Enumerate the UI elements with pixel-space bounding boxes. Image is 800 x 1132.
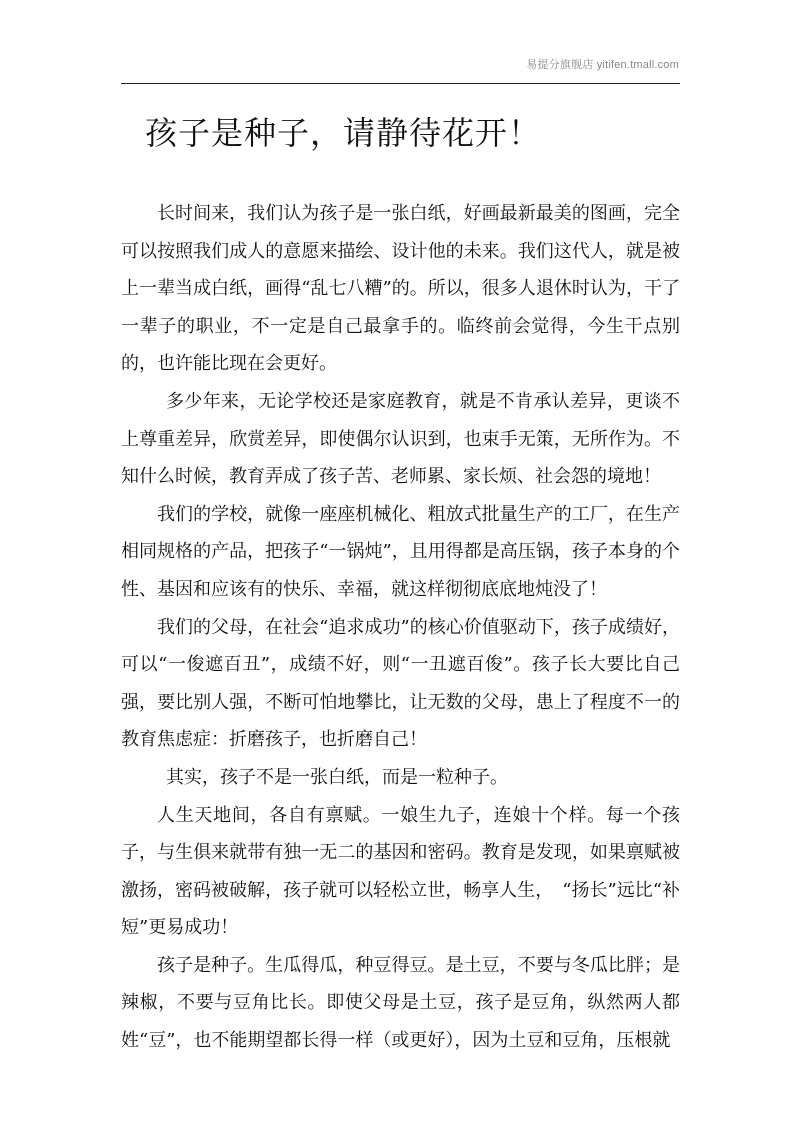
paragraph: 其实，孩子不是一张白纸，而是一粒种子。 — [166, 766, 508, 788]
article-body — [121, 195, 680, 1060]
paragraph: 我们的学校，就像一座座机械化、粗放式批量生产的工厂，在生产相同规格的产品，把孩子“一锅炖”，且用得都是高压锅，孩子本身的个性、基因和应该有的快乐、幸福，就这样彻彻底底地炖没了！ — [121, 503, 680, 600]
paragraph: 人生天地间，各自有禀赋。一娘生九子，连娘十个样。每一个孩子，与生俱来就带有独一无二的基因和密码。教育是发现，如果禀赋被激扬，密码被破解，孩子就可以轻松立世，畅享人生， “扬长”远比“补短”更易成功！ — [121, 804, 680, 939]
header-store-note: 易提分旗舰店 yitifen.tmall.com — [526, 59, 679, 71]
header-divider — [121, 83, 680, 84]
paragraph: 我们的父母，在社会“追求成功”的核心价值驱动下，孩子成绩好，可以“一俊遮百丑”，成绩不好，则“一丑遮百俊”。孩子长大要比自己强，要比别人强，不断可怕地攀比，让无数的父母，患上了程度不一的教育焦虑症：折磨孩子，也折磨自己！ — [121, 616, 680, 751]
article-title: 孩子是种子，请静待花开！ — [145, 114, 542, 152]
paragraph: 多少年来，无论学校还是家庭教育，就是不肯承认差异，更谈不上尊重差异，欣赏差异，即使偶尔认识到，也束手无策，无所作为。不知什么时候，教育弄成了孩子苦、老师累、家长烦、社会怨的境地！ — [121, 390, 680, 488]
paragraph: 孩子是种子。生瓜得瓜，种豆得豆。是土豆，不要与冬瓜比胖；是辣椒，不要与豆角比长。即使父母是土豆，孩子是豆角，纵然两人都姓“豆”，也不能期望都长得一样（或更好），因为土豆和豆角，压根就 — [121, 954, 680, 1052]
paragraph: 长时间来，我们认为孩子是一张白纸，好画最新最美的图画，完全可以按照我们成人的意愿来描绘、设计他的未来。我们这代人，就是被上一辈当成白纸，画得“乱七八糟”的。所以，很多人退休时认为，干了一辈子的职业，不一定是自己最拿手的。临终前会觉得，今生干点别的，也许能比现在会更好。 — [121, 203, 680, 375]
